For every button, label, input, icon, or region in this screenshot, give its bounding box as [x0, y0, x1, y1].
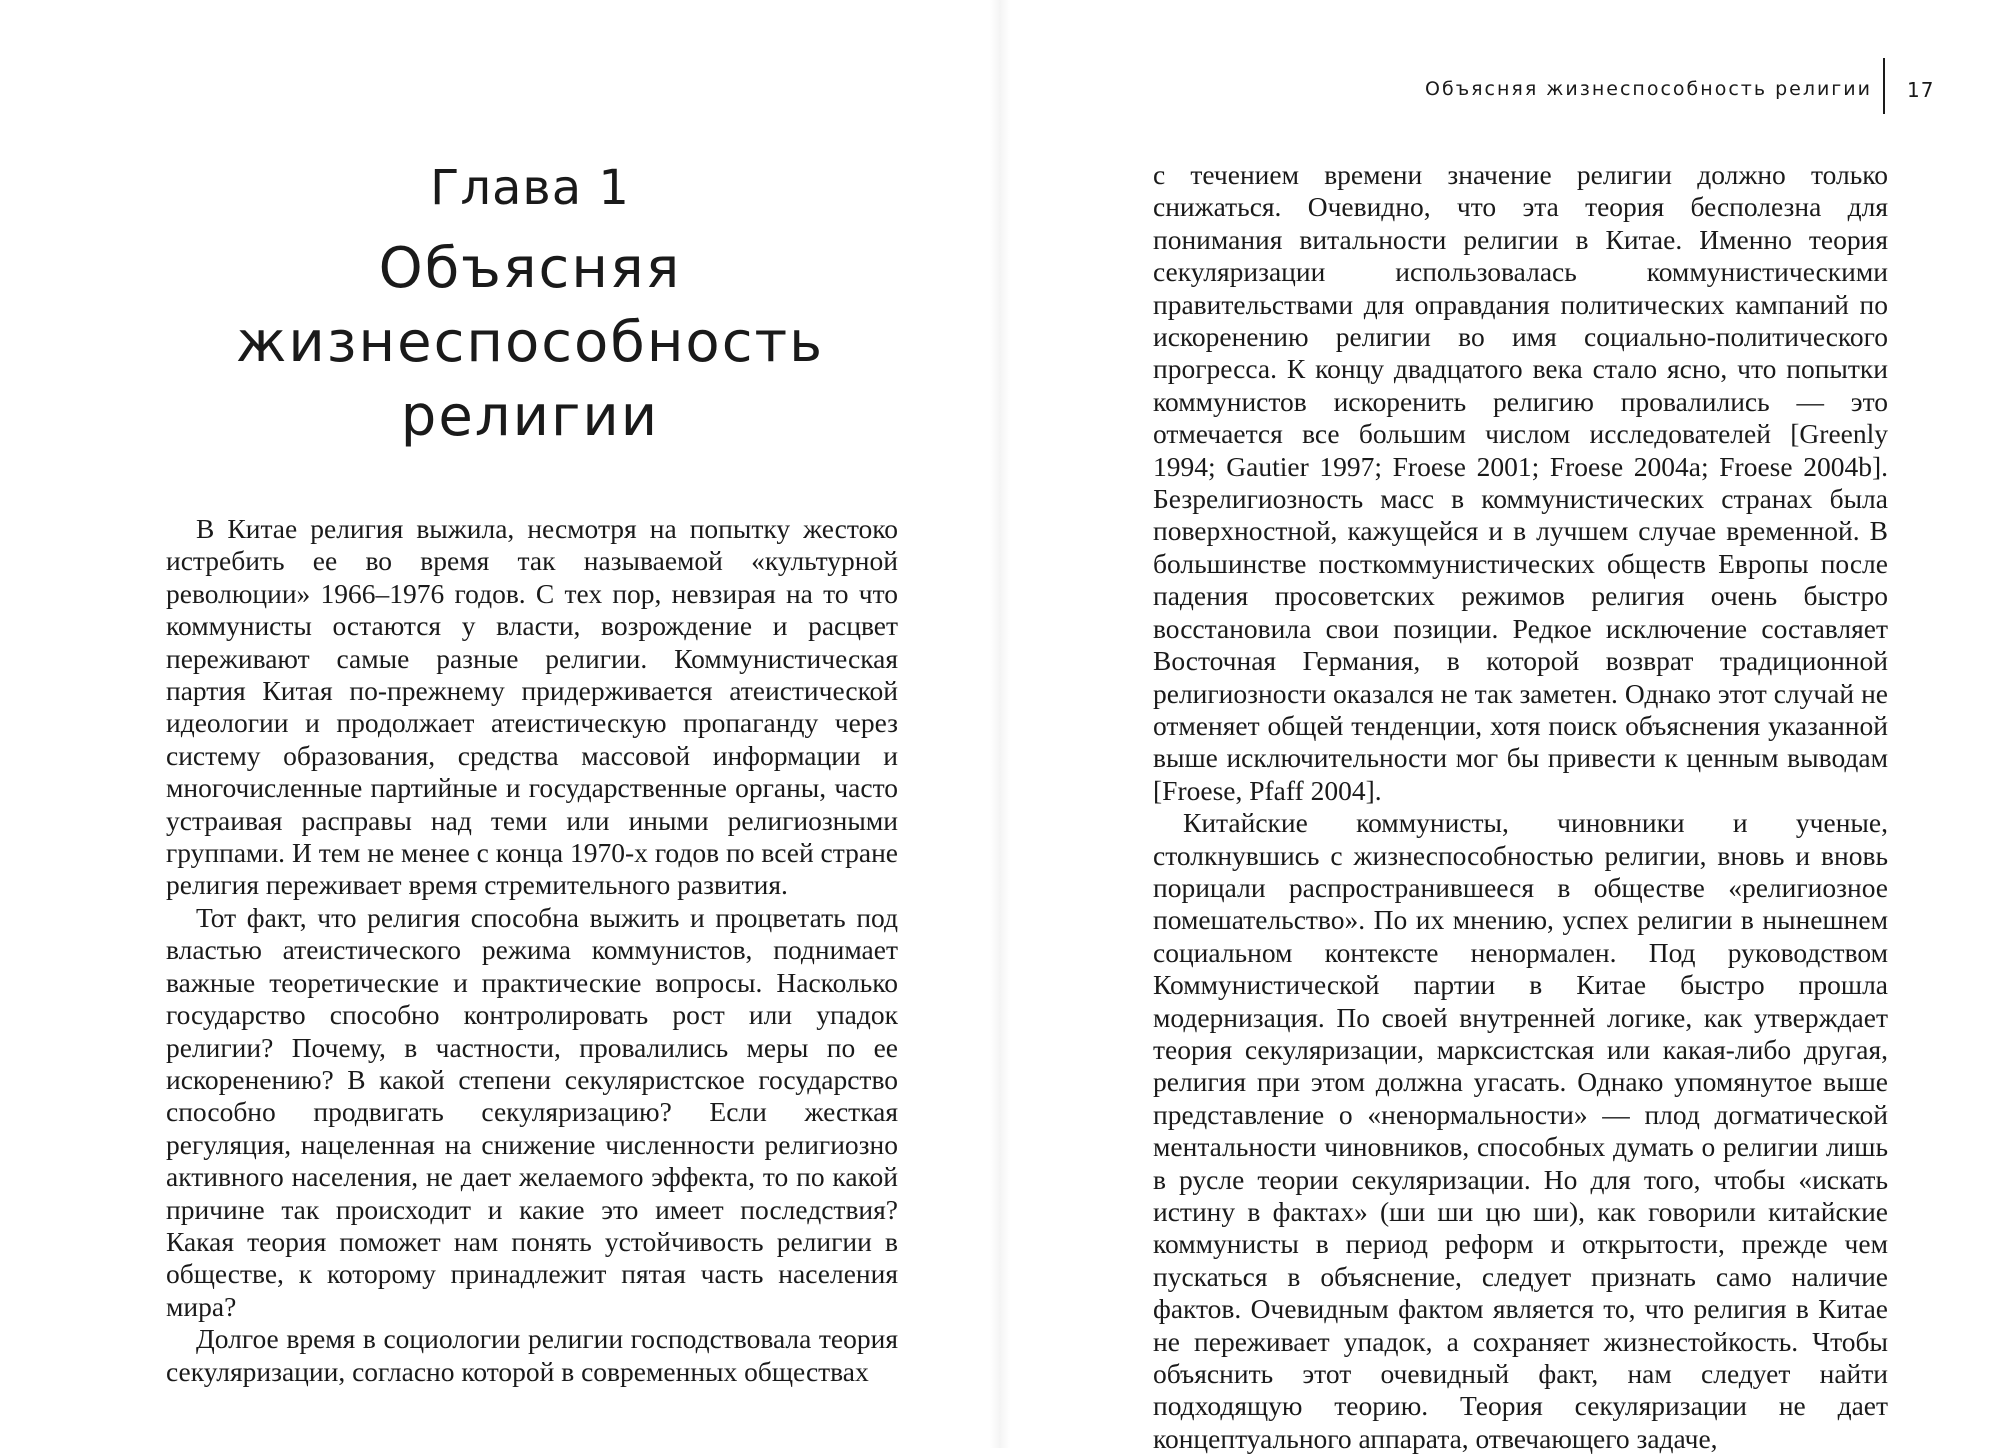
page-number: 17: [1907, 78, 1935, 102]
body-paragraph: Долгое время в социологии религии господствовала теория секуляризации, согласно которой в современных обществах: [166, 1323, 898, 1387]
running-head: Объясняя жизнеспособность религии: [1425, 78, 1872, 100]
chapter-title: [150, 232, 910, 454]
chapter-title-line2: жизнеспособность религии: [235, 310, 825, 449]
running-head-divider: [1883, 58, 1885, 114]
body-paragraph: Тот факт, что религия способна выжить и процветать под властью атеистического режима коммунистов, поднимает важные теоретические и практические вопросы. Насколько государство способно контролировать рост или упадок религии? Почему, в частности, провалились меры по ее искоренению? В какой степени секуляристское государство способно продвигать секуляризацию? Если жесткая регуляция, нацеленная на снижение численности религиозно активного населения, не дает желаемого эффекта, то по какой причине так происходит и какие это имеет последствия? Какая теория поможет нам понять устойчивость религии в обществе, к которому принадлежит пятая часть населения мира?: [166, 901, 898, 1322]
body-paragraph-continued: с течением времени значение религии должно только снижаться. Очевидно, что эта теория бесполезна для понимания витальности религии в Китае. Именно теория секуляризации использовалась коммунистическими правительствами для оправдания политических кампаний по искоренению религии во имя социально-политического прогресса. К концу двадцатого века стало ясно, что попытки коммунистов искоренить религию провалились — это отмечается все большим числом исследователей [Greenly 1994; Gautier 1997; Froese 2001; Froese 2004a; Froese 2004b]. Безрелигиозность масс в коммунистических странах была поверхностной, кажущейся и в лучшем случае временной. В большинстве посткоммунистических обществ Европы после падения просоветских режимов религия очень быстро восстановила свои позиции. Редкое исключение составляет Восточная Германия, в которой возврат традиционной религиозности оказался не так заметен. Однако этот случай не отменяет общей тенденции, хотя поиск объяснения указанной выше исключительности мог бы привести к ценным выводам [Froese, Pfaff 2004].: [1153, 159, 1888, 806]
chapter-label: Глава 1: [430, 160, 630, 216]
body-paragraph: Китайские коммунисты, чиновники и ученые, столкнувшись с жизнеспособностью религии, вновь и вновь порицали распространившееся в обществе «религиозное помешательство». По их мнению, успех религии в нынешнем социальном контексте ненормален. Под руководством Коммунистической партии в Китае быстро прошла модернизация. По своей внутренней логике, как утверждает теория секуляризации, марксистская или какая-либо другая, религия при этом должна угасать. Однако упомянутое выше представление о «ненормальности» — плод догматической ментальности чиновников, способных думать о религии лишь в русле теории секуляризации. Но для того, чтобы «искать истину в фактах» (ши ши цю ши), как говорили китайские коммунисты в период реформ и открытости, прежде чем пускаться в объяснение, следует признать само наличие фактов. Очевидным фактом является то, что религия в Китае не переживает упадок, а сохраняет жизнестойкость. Чтобы объяснить этот очевидный факт, нам следует найти подходящую теорию. Теория секуляризации не дает концептуального аппарата, отвечающего задаче,: [1153, 807, 1888, 1454]
chapter-title-line1: Объясняя: [378, 236, 682, 301]
left-body-text: [166, 513, 898, 1388]
right-page: [1000, 0, 2000, 1454]
right-body-text: [1153, 159, 1888, 1455]
left-page: [0, 0, 1000, 1448]
body-paragraph: В Китае религия выжила, несмотря на попытку жестоко истребить ее во время так называемой «культурной революции» 1966–1976 годов. С тех пор, невзирая на то что коммунисты остаются у власти, возрождение и расцвет переживают самые разные религии. Коммунистическая партия Китая по-прежнему придерживается атеистической идеологии и продолжает атеистическую пропаганду через систему образования, средства массовой информации и многочисленные партийные и государственные органы, часто устраивая расправы над теми или иными религиозными группами. И тем не менее с конца 1970-х годов по всей стране религия переживает время стремительного развития.: [166, 513, 898, 901]
